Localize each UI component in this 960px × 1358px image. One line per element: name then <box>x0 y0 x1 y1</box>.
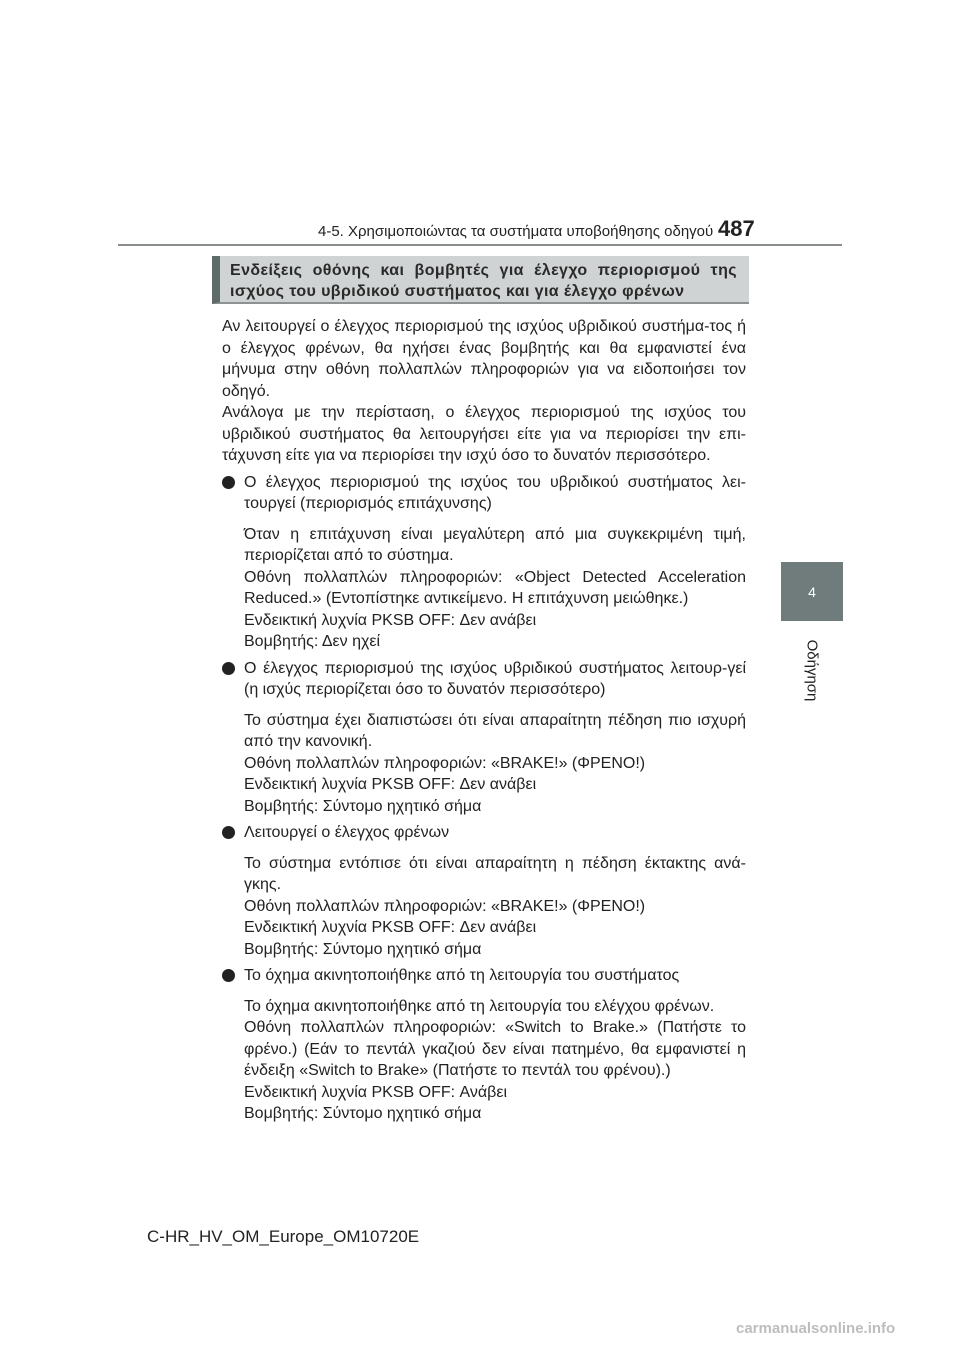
intro-paragraph-1: Αν λειτουργεί ο έλεγχος περιορισμού της ισχύος υβριδικού συστήμα-τος ή ο έλεγχος φρένων, θα ηχήσει ένας βομβητής και θα εμφανιστεί ένα μήνυμα στην οθόνη πολλαπλών πληροφοριών για να ειδοποιήσει τον οδηγό. <box>222 318 746 400</box>
bullet-heading: Ο έλεγχος περιορισμού της ισχύος υβριδικού συστήματος λειτουρ-γεί (η ισχύς περιορίζεται όσο το δυνατόν περισσότερο) <box>244 659 746 698</box>
bullet-item-1 <box>222 472 746 515</box>
detail-line: Το σύστημα έχει διαπιστώσει ότι είναι απαραίτητη πέδηση πιο ισχυρή από την κανονική. <box>244 711 746 750</box>
detail-line: Όταν η επιτάχυνση είναι μεγαλύτερη από μια συγκεκριμένη τιμή, περιορίζεται από το σύστημα. <box>244 525 746 564</box>
document-code: C-HR_HV_OM_Europe_OM10720E <box>147 1227 420 1246</box>
header-divider <box>118 244 842 246</box>
watermark: carmanualsonline.info <box>736 1320 896 1337</box>
bullet-item-2 <box>222 658 746 701</box>
detail-line: Οθόνη πολλαπλών πληροφοριών: «Object Detected Acceleration Reduced.» (Εντοπίστηκε αντικείμενο. Η επιτάχυνση μειώθηκε.) <box>244 568 746 607</box>
detail-line: Το όχημα ακινητοποιήθηκε από τη λειτουργία του ελέγχου φρένων. <box>244 997 715 1015</box>
detail-line: Ενδεικτική λυχνία PKSB OFF: Ανάβει <box>244 1083 508 1101</box>
detail-line: Οθόνη πολλαπλών πληροφοριών: «BRAKE!» (ΦΡΕΝΟ!) <box>244 754 646 772</box>
chapter-tab <box>781 562 843 621</box>
bullet-detail-4 <box>222 996 746 1125</box>
chapter-side-label <box>781 627 843 713</box>
detail-line: Βομβητής: Σύντομο ηχητικό σήμα <box>244 940 482 958</box>
bullet-heading: Λειτουργεί ο έλεγχος φρένων <box>244 824 450 841</box>
bullet-item-4 <box>222 965 746 987</box>
page-number: 487 <box>718 216 755 241</box>
bullet-detail-2 <box>222 710 746 818</box>
bullet-heading: Ο έλεγχος περιορισμού της ισχύος του υβριδικού συστήματος λει-τουργεί (περιορισμός επιτάχυνσης) <box>244 473 746 512</box>
detail-line: Ενδεικτική λυχνία PKSB OFF: Δεν ανάβει <box>244 611 537 629</box>
detail-line: Βομβητής: Δεν ηχεί <box>244 633 381 650</box>
bullet-icon <box>222 662 235 675</box>
bullet-detail-1 <box>222 524 746 653</box>
chapter-label-text: Οδήγηση <box>803 639 821 701</box>
section-title: Ενδείξεις οθόνης και βομβητές για έλεγχο περιορισμού της ισχύος του υβριδικού συστήματος και για έλεγχο φρένων <box>230 262 737 300</box>
intro-paragraph-2: Ανάλογα με την περίσταση, ο έλεγχος περιορισμού της ισχύος του υβριδικού συστήματος θα λειτουργήσει είτε για να περιορίσει την επι-τάχυνση είτε για να περιορίσει την ισχύ όσο το δυνατόν περισσότερο. <box>222 404 746 464</box>
body-content <box>222 316 746 1125</box>
bullet-icon <box>222 476 235 489</box>
running-header-title: 4-5. Χρησιμοποιώντας τα συστήματα υποβοήθησης οδηγού <box>318 223 714 240</box>
detail-line: Βομβητής: Σύντομο ηχητικό σήμα <box>244 797 482 815</box>
detail-line: Ενδεικτική λυχνία PKSB OFF: Δεν ανάβει <box>244 919 537 936</box>
bullet-heading: Το όχημα ακινητοποιήθηκε από τη λειτουργία του συστήματος <box>244 967 680 984</box>
bullet-detail-3 <box>222 853 746 961</box>
chapter-number: 4 <box>808 583 816 600</box>
bullet-icon <box>222 969 235 982</box>
detail-line: Οθόνη πολλαπλών πληροφοριών: «Switch to Brake.» (Πατήστε το φρένο.) (Εάν το πεντάλ γκαζιού δεν είναι πατημένο, θα εμφανιστεί η ένδειξη «Switch to Brake» (Πατήστε το πεντάλ του φρένου).) <box>244 1019 746 1079</box>
detail-line: Οθόνη πολλαπλών πληροφοριών: «BRAKE!» (ΦΡΕΝΟ!) <box>244 897 646 915</box>
bullet-item-3 <box>222 822 746 844</box>
detail-line: Το σύστημα εντόπισε ότι είναι απαραίτητη η πέδηση έκτακτης ανά-γκης. <box>244 854 746 893</box>
bullet-icon <box>222 826 235 839</box>
detail-line: Βομβητής: Σύντομο ηχητικό σήμα <box>244 1105 482 1122</box>
detail-line: Ενδεικτική λυχνία PKSB OFF: Δεν ανάβει <box>244 776 537 793</box>
section-heading-box <box>212 256 749 304</box>
